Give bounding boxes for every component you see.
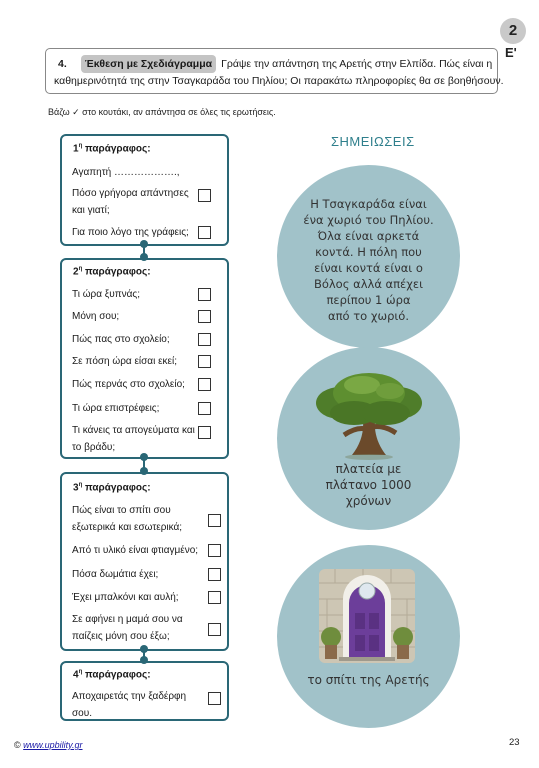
note-circle-village	[277, 165, 460, 348]
answer-checkbox[interactable]	[198, 226, 211, 239]
question-text: Σε αφήνει η μαμά σου να παίζεις μόνη σου έξω;	[72, 614, 183, 642]
task-instructions-box	[45, 48, 504, 94]
notes-title: ΣΗΜΕΙΩΣΕΙΣ	[331, 134, 415, 149]
question-text: Πώς είναι το σπίτι σου εξωτερικά και εσωτερικά;	[72, 505, 183, 533]
checkbox-instruction: Βάζω ✓ στο κουτάκι, αν απάντησα σε όλες τις ερωτήσεις.	[48, 107, 276, 117]
note-circle-square	[277, 347, 460, 530]
question-text: Πόσο γρήγορα απάντησες και γιατί;	[72, 188, 189, 216]
answer-checkbox[interactable]	[208, 591, 221, 604]
question-text: Έχει μπαλκόνι και αυλή;	[72, 592, 179, 603]
question-text: Τι κάνεις τα απογεύματα και το βράδυ;	[72, 425, 195, 453]
footer-site-link[interactable]: www.upbility.gr	[23, 740, 83, 750]
question-text: Τι ώρα επιστρέφεις;	[72, 403, 160, 414]
grade-label: Ε'	[505, 45, 517, 60]
paragraph-4-title: $4^\eta$ παράγραφος:	[73, 669, 151, 681]
question-text: Αγαπητή ……………….,	[72, 167, 180, 178]
answer-checkbox[interactable]	[198, 378, 211, 391]
answer-checkbox[interactable]	[208, 568, 221, 581]
answer-checkbox[interactable]	[208, 692, 221, 705]
answer-checkbox[interactable]	[198, 333, 211, 346]
connector-dot	[140, 240, 148, 248]
question-text: Πώς περνάς στο σχολείο;	[72, 379, 185, 390]
paragraph-2-box	[60, 258, 229, 459]
question-text: Σε πόση ώρα είσαι εκεί;	[72, 356, 177, 367]
paragraph-1-box	[60, 134, 229, 246]
answer-checkbox[interactable]	[208, 544, 221, 557]
task-text-line1: Γράψε την απάντηση της Αρετής στην Ελπίδα. Πώς είναι η	[221, 58, 493, 70]
paragraph-2-title: $2^\eta$ παράγραφος:	[73, 266, 151, 278]
question-text: Μόνη σου;	[72, 311, 120, 322]
connector-dot	[140, 645, 148, 653]
answer-checkbox[interactable]	[198, 402, 211, 415]
note-text-village: Η Τσαγκαράδα είναι ένα χωριό του Πηλίου. Όλα είναι αρκετά κοντά. Η πόλη που είναι κοντά είναι ο Βόλος αλλά απέχει περίπου 1 ώρα από το χωριό.	[303, 197, 434, 323]
note-circle-house	[277, 545, 460, 728]
answer-checkbox[interactable]	[198, 288, 211, 301]
task-text-line2: καθημερινότητά της στην Τσαγκαράδα του Πηλίου; Οι παρακάτω πληροφορίες θα σε βοηθήσουν.	[54, 75, 504, 87]
paragraph-3-title: $3^\eta$ παράγραφος:	[73, 482, 151, 494]
house-door-image	[319, 569, 415, 663]
task-number: 4.	[58, 58, 67, 70]
question-text: Τι ώρα ξυπνάς;	[72, 289, 141, 300]
answer-checkbox[interactable]	[208, 623, 221, 636]
question-text: Για ποιο λόγο της γράφεις;	[72, 227, 189, 238]
paragraph-3-box	[60, 472, 229, 651]
note-text-house: το σπίτι της Αρετής	[307, 673, 430, 687]
question-text: Πώς πας στο σχολείο;	[72, 334, 170, 345]
answer-checkbox[interactable]	[208, 514, 221, 527]
answer-checkbox[interactable]	[198, 189, 211, 202]
answer-checkbox[interactable]	[198, 355, 211, 368]
connector-dot	[140, 453, 148, 461]
question-text: Πόσα δωμάτια έχει;	[72, 569, 159, 580]
answer-checkbox[interactable]	[198, 310, 211, 323]
unit-number-badge: 2	[500, 18, 526, 44]
paragraph-1-title: $1^\eta$ παράγραφος:	[73, 143, 151, 155]
footer-copyright: © www.upbility.gr	[14, 740, 83, 750]
task-title-highlight: Έκθεση με Σχεδιάγραμμα	[81, 55, 216, 73]
question-text: Από τι υλικό είναι φτιαγμένο;	[72, 545, 199, 556]
answer-checkbox[interactable]	[198, 426, 211, 439]
page-number: 23	[509, 737, 520, 748]
note-text-square: πλατεία με πλάτανο 1000 χρόνων	[325, 462, 412, 508]
paragraph-4-box	[60, 661, 229, 721]
question-text: Αποχαιρετάς την ξαδέρφη σου.	[72, 691, 187, 719]
plane-tree-image	[314, 369, 424, 461]
